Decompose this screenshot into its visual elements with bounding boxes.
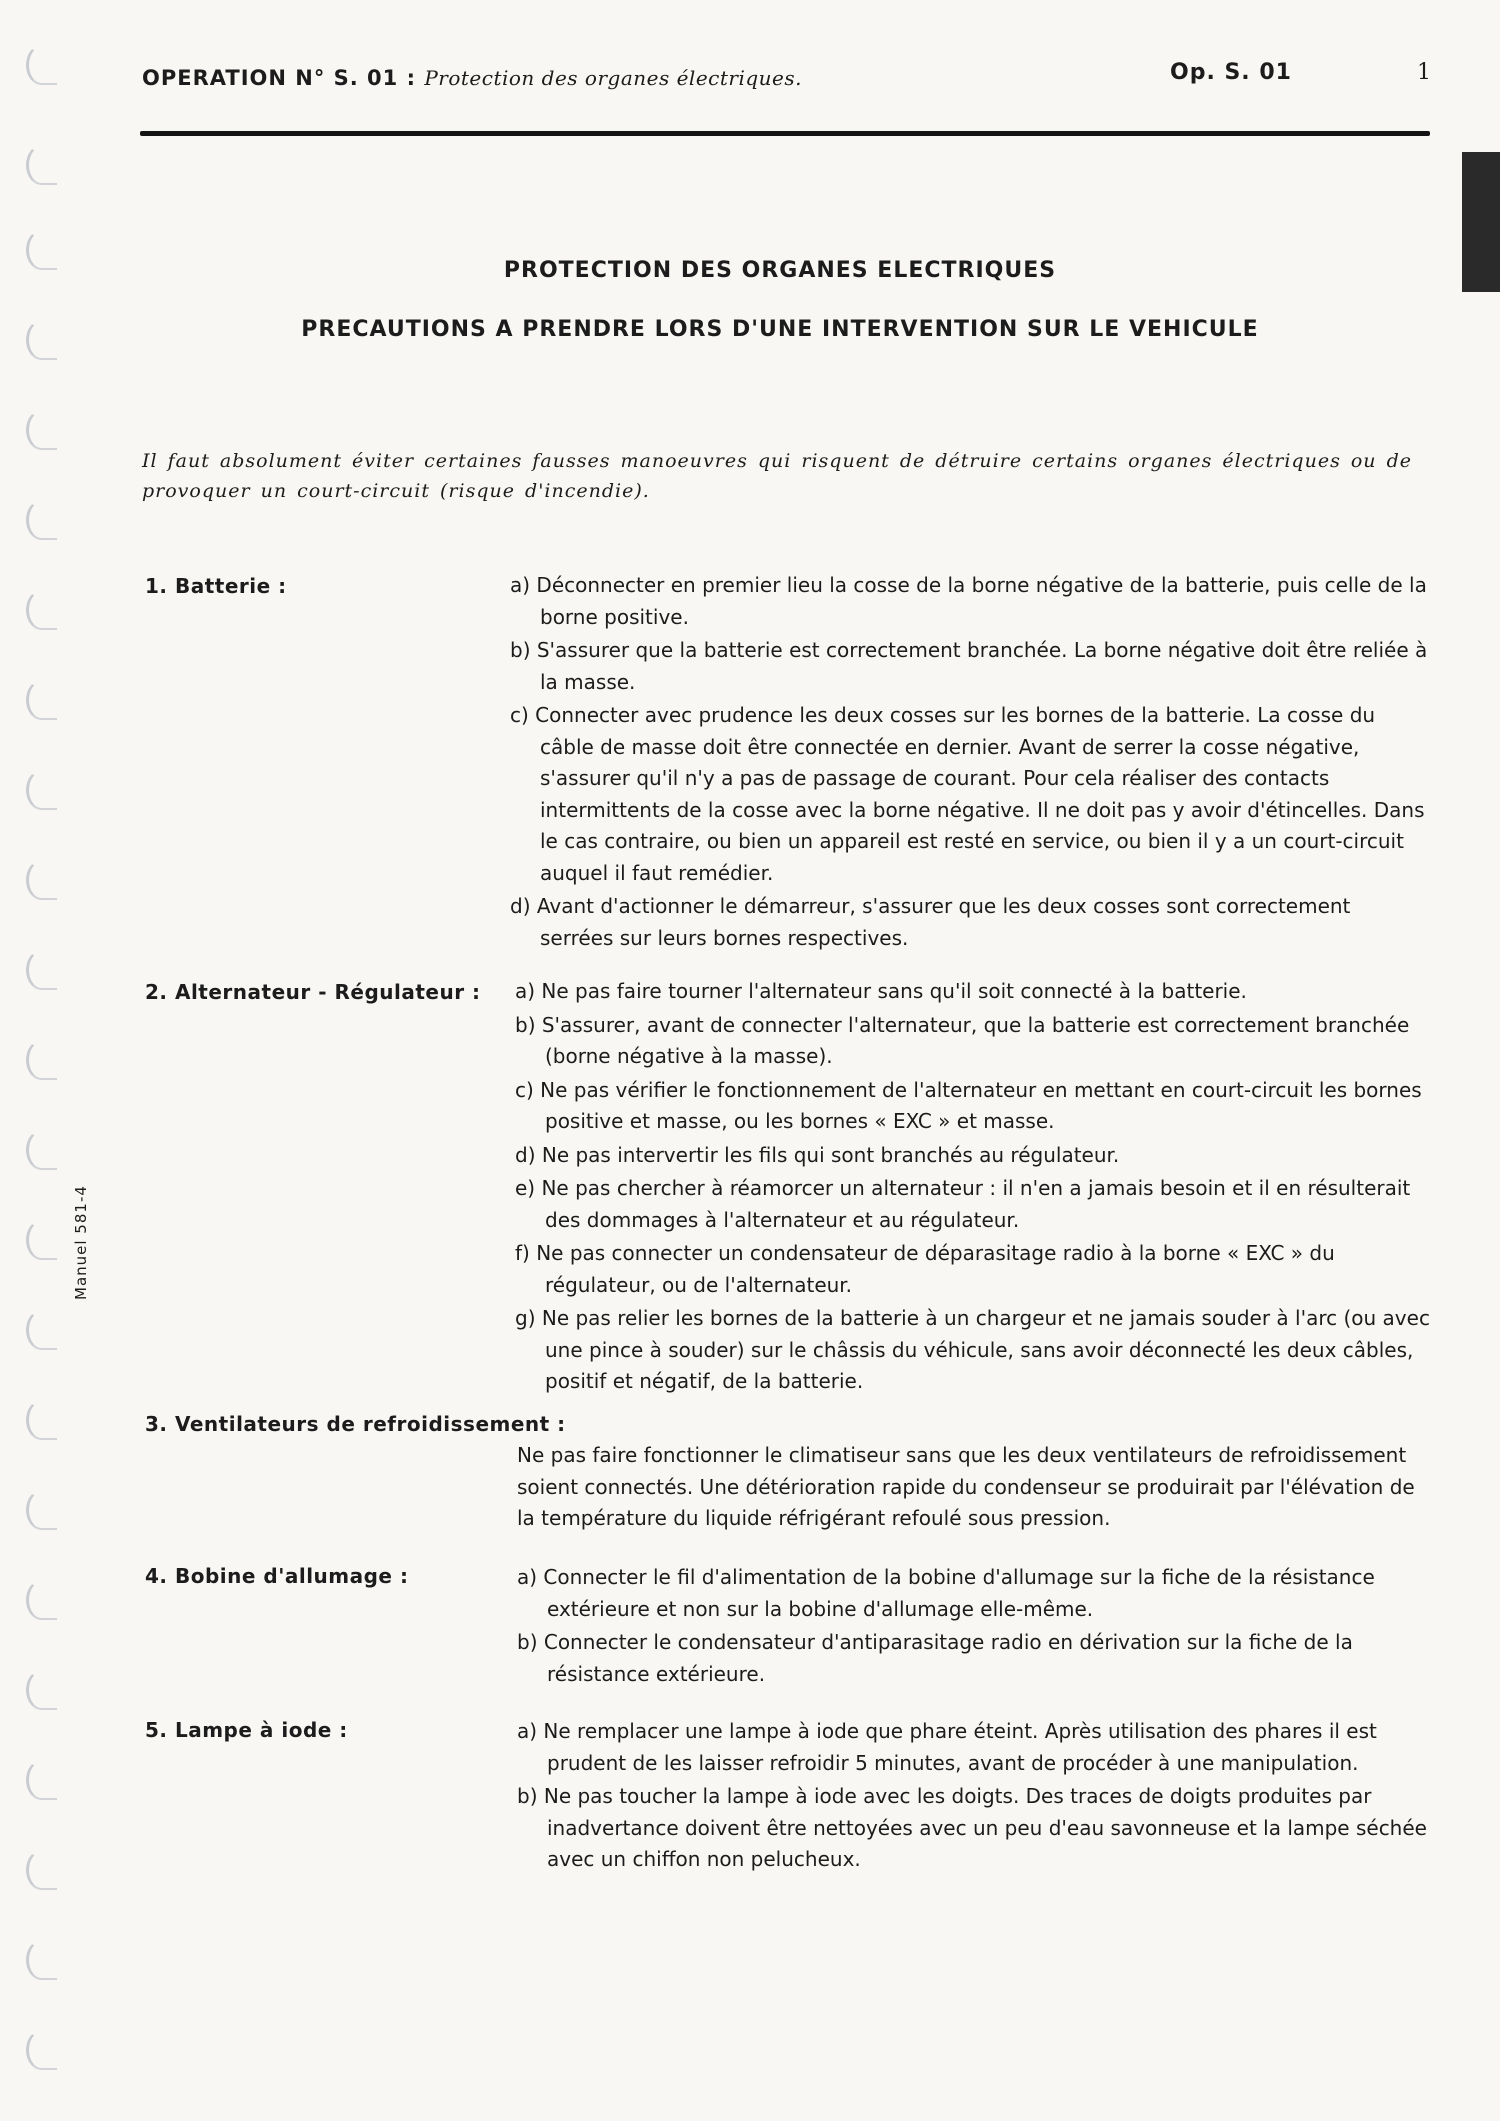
manual-reference: Manuel 581-4 <box>72 1185 90 1300</box>
section-title: 2. Alternateur - Régulateur : <box>145 980 481 1004</box>
binder-hole <box>26 1040 57 1080</box>
list-item: a) Ne pas faire tourner l'alternateur sans qu'il soit connecté à la batterie. <box>515 979 1247 1003</box>
header-rule <box>140 131 1430 136</box>
binder-hole <box>26 1760 57 1800</box>
binder-hole <box>26 1940 57 1980</box>
list-item: b) Ne pas toucher la lampe à iode avec les doigts. Des traces de doigts produites par inadvertance doivent être nettoyées avec un peu d'eau savonneuse et la lampe séchée avec un chiffon non pelucheux. <box>517 1784 1427 1871</box>
binder-hole <box>26 950 57 990</box>
binder-hole <box>26 1850 57 1890</box>
list-item: c) Ne pas vérifier le fonctionnement de l'alternateur en mettant en court-circuit les bornes positive et masse, ou les bornes « EXC » et masse. <box>515 1077 1422 1133</box>
binder-hole <box>26 1670 57 1710</box>
list-item: a) Connecter le fil d'alimentation de la bobine d'allumage sur la fiche de la résistance extérieure et non sur la bobine d'allumage elle-même. <box>517 1565 1375 1621</box>
binder-hole <box>26 1130 57 1170</box>
item-list <box>517 1562 1437 1692</box>
section-title: 5. Lampe à iode : <box>145 1718 348 1742</box>
section-title: 4. Bobine d'allumage : <box>145 1564 409 1588</box>
operation-title <box>142 66 802 90</box>
section-text: Ne pas faire fonctionner le climatiseur sans que les deux ventilateurs de refroidissement soient connectés. Une détérioration rapide du condenseur se produirait par l'élévation de la température du liquide réfrigérant refoulé sous pression. <box>517 1443 1415 1530</box>
section-title: 3. Ventilateurs de refroidissement : <box>145 1412 566 1436</box>
list-item: d) Ne pas intervertir les fils qui sont branchés au régulateur. <box>515 1142 1120 1167</box>
item-list <box>510 570 1430 956</box>
list-item: d) Avant d'actionner le démarreur, s'assurer que les deux cosses sont correctement serrées sur leurs bornes respectives. <box>510 894 1351 950</box>
section-title: 1. Batterie : <box>145 574 287 598</box>
page-number: 1 <box>1417 60 1431 85</box>
binder-hole <box>26 770 57 810</box>
binder-hole <box>26 1400 57 1440</box>
page-header <box>142 60 1440 100</box>
main-title: PROTECTION DES ORGANES ELECTRIQUES <box>503 258 1057 283</box>
list-item: f) Ne pas connecter un condensateur de déparasitage radio à la borne « EXC » du régulateur, ou de l'alternateur. <box>515 1241 1335 1297</box>
binder-hole <box>26 1310 57 1350</box>
operation-number: OPERATION N° S. 01 : <box>142 66 425 90</box>
binder-hole <box>26 860 57 900</box>
item-list <box>517 1716 1437 1878</box>
list-item: e) Ne pas chercher à réamorcer un alternateur : il n'en a jamais besoin et il en résulterait des dommages à l'alternateur et au régulateur. <box>515 1176 1411 1232</box>
operation-subject: Protection des organes électriques. <box>424 66 802 90</box>
list-item: a) Ne remplacer une lampe à iode que phare éteint. Après utilisation des phares il est prudent de les laisser refroidir 5 minutes, avant de procéder à une manipulation. <box>517 1719 1377 1775</box>
list-item: b) S'assurer, avant de connecter l'alternateur, que la batterie est correctement branchée (borne négative à la masse). <box>515 1012 1410 1068</box>
binder-hole <box>26 680 57 720</box>
list-item: a) Déconnecter en premier lieu la cosse de la borne négative de la batterie, puis celle de la borne positive. <box>510 573 1427 629</box>
binder-hole <box>26 145 57 185</box>
list-item: c) Connecter avec prudence les deux cosses sur les bornes de la batterie. La cosse du câble de masse doit être connectée en dernier. Avant de serrer la cosse négative, s'assurer qu'il n'y a pas de passage de courant. Pour cela réaliser des contacts intermittents de la cosse avec la borne négative. Il ne doit pas y avoir d'étincelles. Dans le cas contraire, ou bien un appareil est resté en service, ou bien il y a un court-circuit auquel il faut remédier. <box>510 703 1425 885</box>
binder-hole <box>26 500 57 540</box>
list-item: g) Ne pas relier les bornes de la batterie à un chargeur et ne jamais souder à l'arc (ou avec une pince à souder) sur le châssis du véhicule, sans avoir déconnecté les deux câbles, positif et négatif, de la batterie. <box>515 1306 1430 1393</box>
list-item: b) Connecter le condensateur d'antiparasitage radio en dérivation sur la fiche de la résistance extérieure. <box>517 1630 1353 1686</box>
binder-hole <box>26 1490 57 1530</box>
binder-hole <box>26 410 57 450</box>
intro-paragraph: Il faut absolument éviter certaines fausses manoeuvres qui risquent de détruire certains organes électriques ou de provoquer un court-circuit (risque d'incendie). <box>142 450 1412 502</box>
binder-hole <box>26 2030 57 2070</box>
binder-hole <box>26 1580 57 1620</box>
item-list <box>515 976 1435 1400</box>
list-item: b) S'assurer que la batterie est correctement branchée. La borne négative doit être reliée à la masse. <box>510 638 1428 694</box>
binder-hole <box>26 45 57 85</box>
binder-hole <box>26 1220 57 1260</box>
sub-title: PRECAUTIONS A PRENDRE LORS D'UNE INTERVENTION SUR LE VEHICULE <box>301 317 1259 342</box>
binder-hole <box>26 590 57 630</box>
operation-reference: Op. S. 01 <box>1170 60 1292 85</box>
